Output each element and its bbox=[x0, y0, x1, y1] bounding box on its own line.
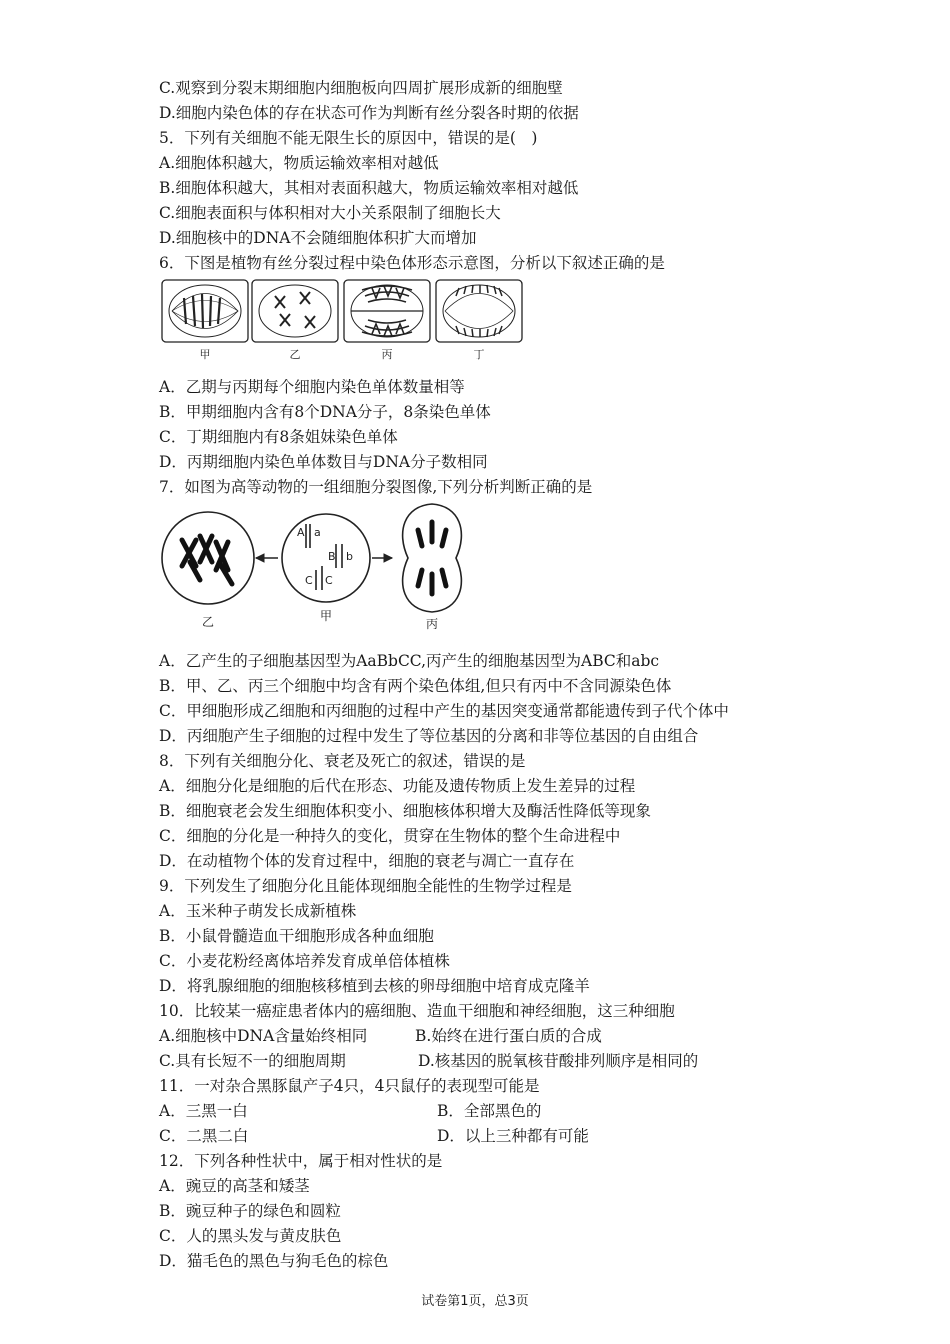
question-10: 10．比较某一癌症患者体内的癌细胞、造血干细胞和神经细胞，这三种细胞 bbox=[159, 1002, 675, 1020]
question-12: 12．下列各种性状中，属于相对性状的是 bbox=[159, 1152, 443, 1170]
option-11d: D．以上三种都有可能 bbox=[437, 1127, 589, 1145]
option-4d: D.细胞内染色体的存在状态可作为判断有丝分裂各时期的依据 bbox=[159, 104, 579, 122]
option-6b: B．甲期细胞内含有8个DNA分子，8条染色单体 bbox=[159, 403, 491, 421]
option-5a: A.细胞体积越大，物质运输效率相对越低 bbox=[159, 154, 439, 172]
label-yi-cell: 乙 bbox=[201, 615, 215, 629]
label-bing: 丙 bbox=[381, 348, 393, 361]
option-4c: C.观察到分裂末期细胞内细胞板向四周扩展形成新的细胞壁 bbox=[159, 79, 563, 97]
question-8: 8．下列有关细胞分化、衰老及死亡的叙述，错误的是 bbox=[159, 752, 526, 770]
option-7c: C．甲细胞形成乙细胞和丙细胞的过程中产生的基因突变通常都能遗传到子代个体中 bbox=[159, 702, 729, 720]
option-6a: A．乙期与丙期每个细胞内染色单体数量相等 bbox=[159, 378, 465, 396]
option-9a: A．玉米种子萌发长成新植株 bbox=[159, 902, 357, 920]
option-8b: B．细胞衰老会发生细胞体积变小、细胞核体积增大及酶活性降低等现象 bbox=[159, 802, 651, 820]
option-7a: A．乙产生的子细胞基因型为AaBbCC,丙产生的细胞基因型为ABC和abc bbox=[159, 652, 660, 670]
option-10c: C.具有长短不一的细胞周期 bbox=[159, 1052, 346, 1070]
option-7b: B．甲、乙、丙三个细胞中均含有两个染色体组,但只有丙中不含同源染色体 bbox=[159, 677, 672, 695]
option-11c: C．二黑二白 bbox=[159, 1127, 249, 1145]
option-8a: A．细胞分化是细胞的后代在形态、功能及遗传物质上发生差异的过程 bbox=[159, 777, 636, 795]
question-6: 6．下图是植物有丝分裂过程中染色体形态示意图，分析以下叙述正确的是 bbox=[159, 254, 665, 272]
option-5c: C.细胞表面积与体积相对大小关系限制了细胞长大 bbox=[159, 204, 501, 222]
option-12a: A．豌豆的高茎和矮茎 bbox=[159, 1177, 310, 1195]
gene-C-right: C bbox=[325, 574, 333, 587]
label-ding: 丁 bbox=[473, 348, 485, 361]
label-yi: 乙 bbox=[289, 348, 301, 361]
option-5b: B.细胞体积越大，其相对表面积越大，物质运输效率相对越低 bbox=[159, 179, 579, 197]
question-11: 11．一对杂合黑豚鼠产子4只，4只鼠仔的表现型可能是 bbox=[159, 1077, 540, 1095]
option-12d: D．猫毛色的黑色与狗毛色的棕色 bbox=[159, 1252, 389, 1270]
option-9c: C．小麦花粉经离体培养发育成单倍体植株 bbox=[159, 952, 450, 970]
option-11b: B．全部黑色的 bbox=[437, 1102, 542, 1120]
option-5d: D.细胞核中的DNA不会随细胞体积扩大而增加 bbox=[159, 229, 477, 247]
option-9b: B．小鼠骨髓造血干细胞形成各种血细胞 bbox=[159, 927, 434, 945]
option-7d: D．丙细胞产生子细胞的过程中发生了等位基因的分离和非等位基因的自由组合 bbox=[159, 727, 699, 745]
gene-C-left: C bbox=[305, 574, 313, 587]
gene-B: B bbox=[328, 550, 336, 563]
label-bing-cell: 丙 bbox=[425, 617, 439, 631]
option-9d: D．将乳腺细胞的细胞核移植到去核的卵母细胞中培育成克隆羊 bbox=[159, 977, 590, 995]
question-9: 9．下列发生了细胞分化且能体现细胞全能性的生物学过程是 bbox=[159, 877, 572, 895]
page-footer: 试卷第1页，总3页 bbox=[421, 1294, 529, 1309]
figure-plant-mitosis bbox=[160, 278, 525, 364]
label-jia: 甲 bbox=[199, 348, 211, 361]
gene-A: A bbox=[297, 526, 305, 539]
option-12b: B．豌豆种子的绿色和圆粒 bbox=[159, 1202, 341, 1220]
option-8c: C．细胞的分化是一种持久的变化，贯穿在生物体的整个生命进程中 bbox=[159, 827, 621, 845]
question-5: 5．下列有关细胞不能无限生长的原因中，错误的是( ) bbox=[159, 129, 538, 147]
question-7: 7．如图为高等动物的一组细胞分裂图像,下列分析判断正确的是 bbox=[159, 478, 593, 496]
gene-a: a bbox=[314, 526, 321, 539]
gene-b: b bbox=[346, 550, 353, 563]
option-12c: C．人的黑头发与黄皮肤色 bbox=[159, 1227, 342, 1245]
option-6c: C．丁期细胞内有8条姐妹染色单体 bbox=[159, 428, 398, 446]
option-10a: A.细胞核中DNA含量始终相同 bbox=[159, 1027, 368, 1045]
option-11a: A．三黑一白 bbox=[159, 1102, 248, 1120]
option-6d: D．丙期细胞内染色单体数目与DNA分子数相同 bbox=[159, 453, 488, 471]
option-10d: D.核基因的脱氧核苷酸排列顺序是相同的 bbox=[418, 1052, 699, 1070]
option-10b: B.始终在进行蛋白质的合成 bbox=[415, 1027, 602, 1045]
figure-animal-cell-division bbox=[160, 500, 470, 634]
option-8d: D．在动植物个体的发育过程中，细胞的衰老与凋亡一直存在 bbox=[159, 852, 575, 870]
label-jia-cell: 甲 bbox=[319, 609, 333, 623]
